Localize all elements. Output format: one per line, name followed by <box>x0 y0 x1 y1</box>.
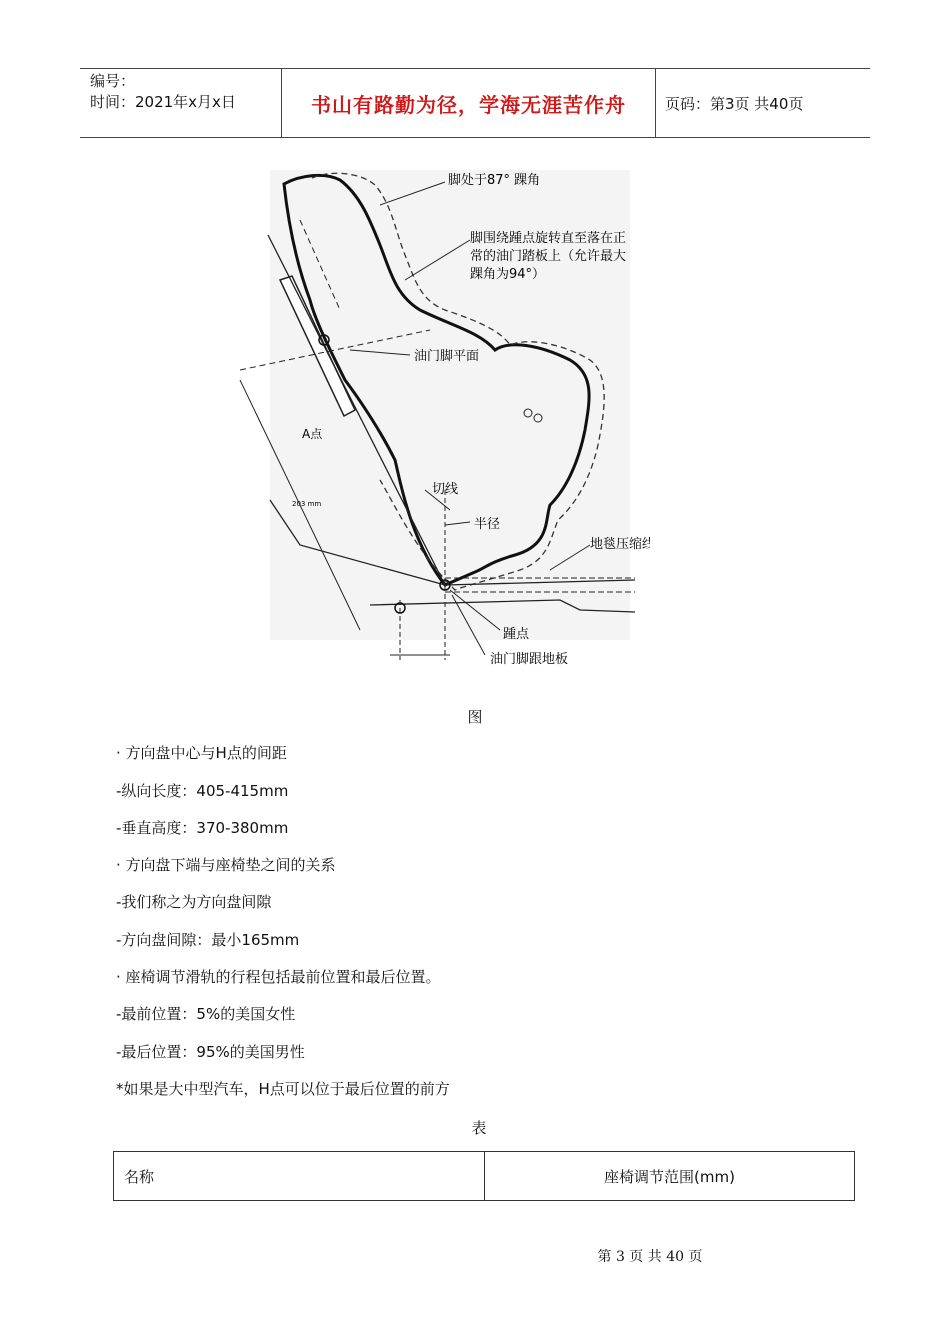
header-page-label: 页码：第3页 共40页 <box>665 94 804 113</box>
text-line-4: · 方向盘下端与座椅垫之间的关系 <box>116 856 336 874</box>
text-line-3: -垂直高度：370-380mm <box>116 819 289 837</box>
text-line-7: · 座椅调节滑轨的行程包括最前位置和最后位置。 <box>116 968 441 986</box>
diagram-svg <box>220 160 650 670</box>
figure-caption: 图 <box>467 708 483 726</box>
table-header-range: 座椅调节范围(mm) <box>485 1152 855 1201</box>
label-ankle87: 脚处于87° 踝角 <box>448 173 541 188</box>
header-meta <box>90 71 236 113</box>
label-point-a: A点 <box>302 427 323 441</box>
foot-pedal-diagram <box>220 160 650 670</box>
label-heel-floor: 油门脚跟地板 <box>490 652 569 667</box>
number-label: 编号： <box>90 72 136 90</box>
label-rotate-1: 脚围绕踵点旋转直至落在正 <box>470 231 627 246</box>
label-rotate-2: 常的油门踏板上（允许最大 <box>470 249 627 264</box>
seat-adjust-table <box>113 1151 855 1201</box>
text-line-10: *如果是大中型汽车，H点可以位于最后位置的前方 <box>116 1080 450 1098</box>
label-carpet: 地毯压缩线 <box>590 537 650 552</box>
label-radius: 半径 <box>474 517 501 532</box>
label-rotate-3: 踝角为94°） <box>470 267 546 282</box>
label-heel-point: 踵点 <box>503 627 530 642</box>
text-line-1: · 方向盘中心与H点的间距 <box>116 744 287 762</box>
text-line-2: -纵向长度：405-415mm <box>116 782 289 800</box>
page-header <box>80 68 870 138</box>
table-header-name: 名称 <box>114 1152 485 1201</box>
text-line-9: -最后位置：95%的美国男性 <box>116 1043 305 1061</box>
label-pedal-plane: 油门脚平面 <box>414 349 480 364</box>
table-caption: 表 <box>471 1119 487 1137</box>
label-dim-203: 203 mm <box>292 500 322 508</box>
text-line-5: -我们称之为方向盘间隙 <box>116 893 272 911</box>
time-label: 时间：2021年x月x日 <box>90 93 236 111</box>
page-footer: 第 3 页 共 40 页 <box>597 1249 703 1265</box>
text-line-6: -方向盘间隙：最小165mm <box>116 931 300 949</box>
table-row <box>114 1152 855 1201</box>
label-tangent: 切线 <box>432 482 459 497</box>
header-motto: 书山有路勤为径，学海无涯苦作舟 <box>281 69 656 137</box>
text-line-8: -最前位置：5%的美国女性 <box>116 1005 296 1023</box>
